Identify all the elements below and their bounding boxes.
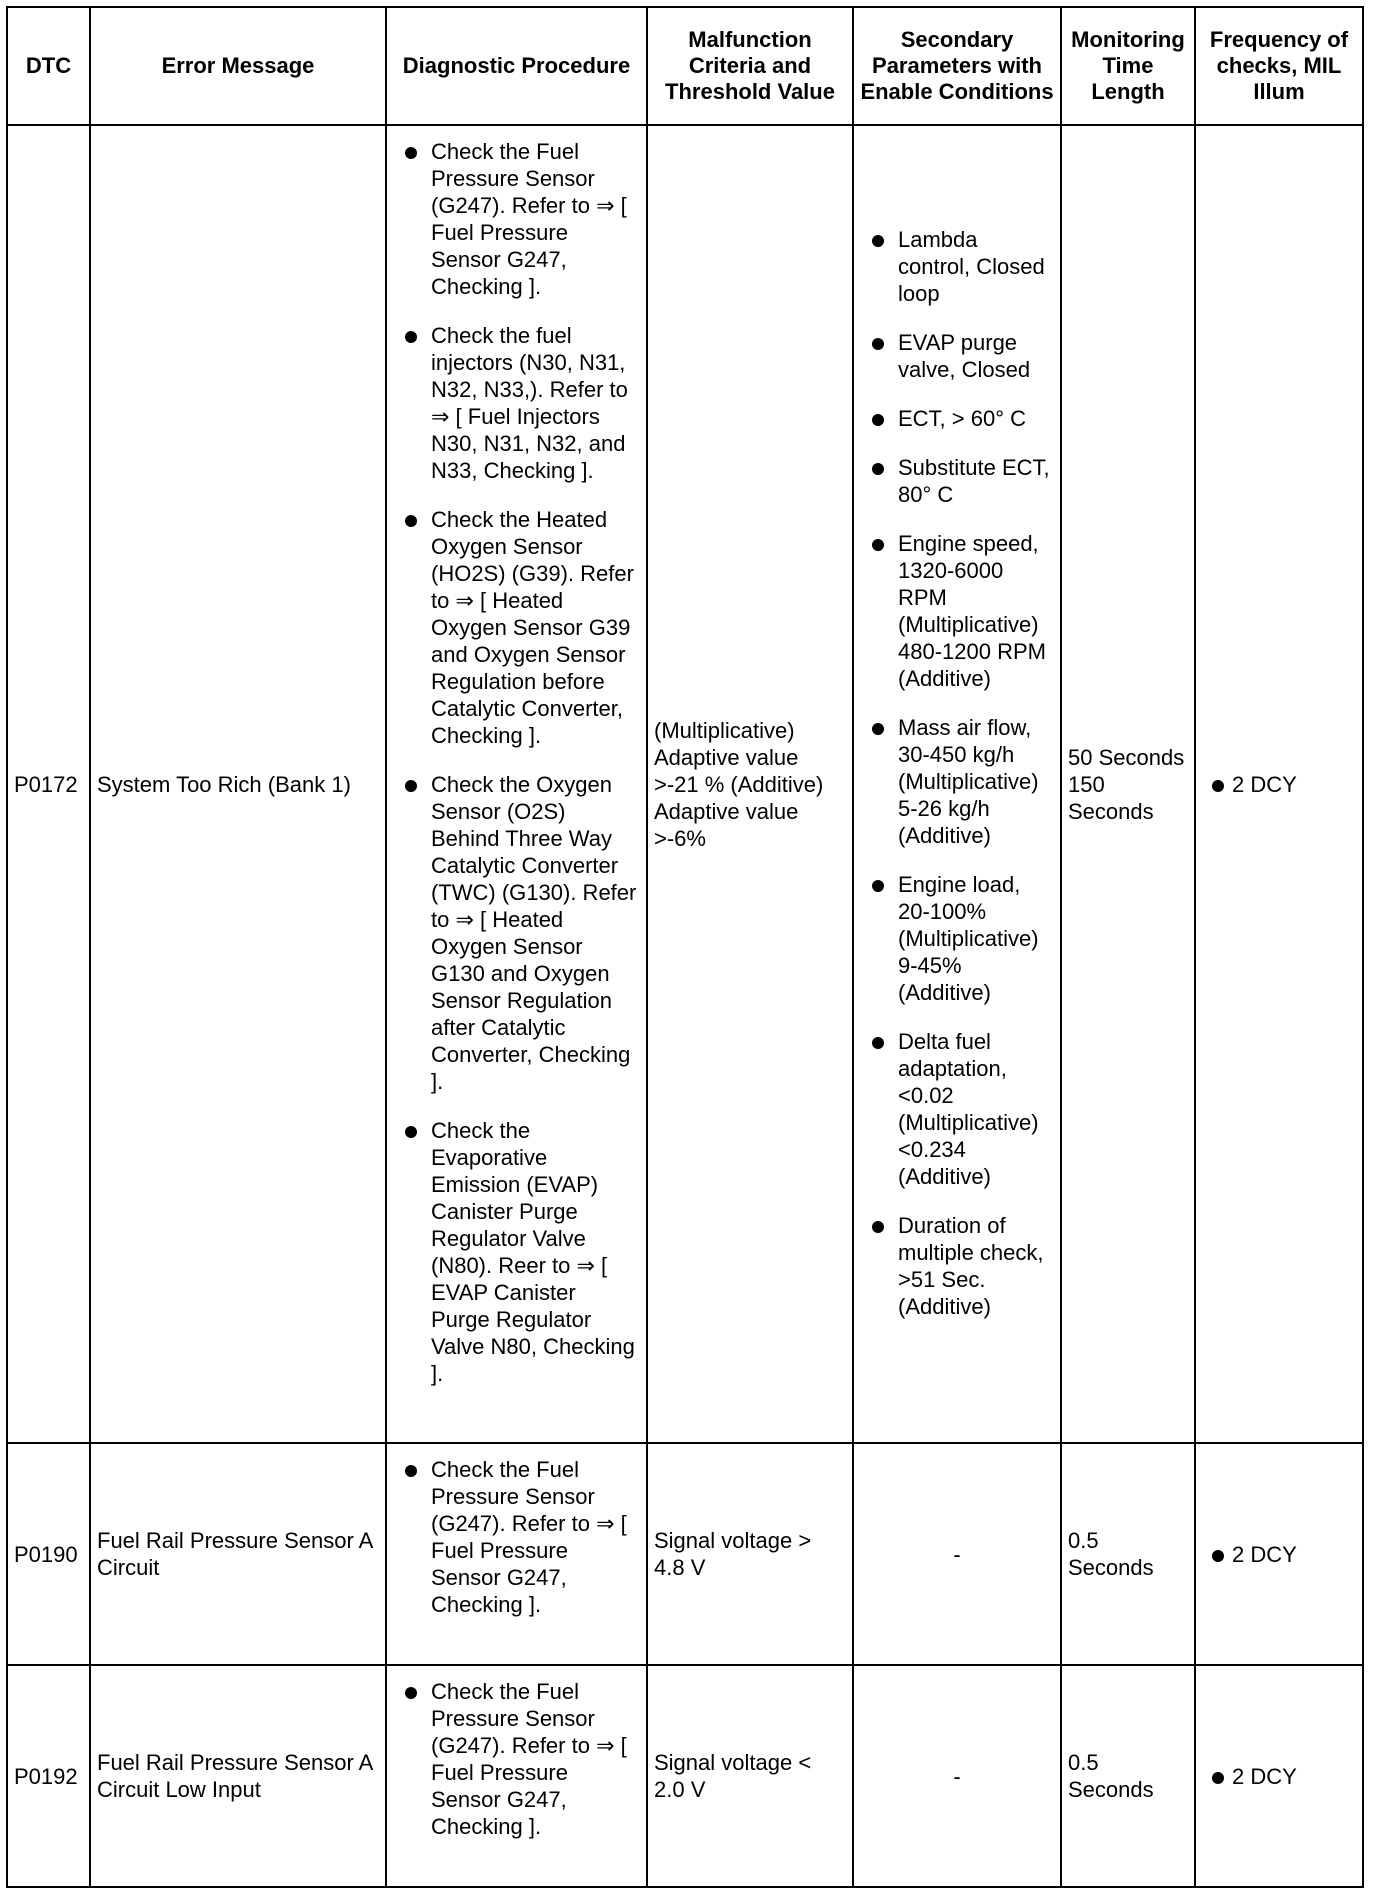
bullet-icon [872, 880, 884, 892]
secondary-item [870, 1212, 1054, 1320]
procedure-item [403, 1117, 640, 1387]
procedure-text: Check the Fuel Pressure Sensor (G247). Refer to ⇒ [ Fuel Pressure Sensor G247, Checking ]. [431, 139, 627, 299]
procedure-item [403, 1456, 640, 1618]
secondary-item [870, 1028, 1054, 1190]
secondary-text: Mass air flow, 30-450 kg/h (Multiplicative) 5-26 kg/h (Additive) [898, 715, 1039, 848]
error-message: Fuel Rail Pressure Sensor A Circuit [90, 1443, 386, 1665]
secondary-text: ECT, > 60° C [898, 406, 1027, 431]
diagnostic-procedure [386, 125, 647, 1443]
header-error-message: Error Message [90, 7, 386, 125]
procedure-item [403, 1678, 640, 1840]
bullet-icon [405, 780, 417, 792]
bullet-icon [872, 1221, 884, 1233]
table-row-p0172 [7, 125, 1363, 1443]
bullet-icon [872, 338, 884, 350]
procedure-item [403, 322, 640, 484]
secondary-item [870, 329, 1054, 383]
header-frequency: Frequency of checks, MIL Illum [1195, 7, 1363, 125]
procedure-text: Check the Evaporative Emission (EVAP) Canister Purge Regulator Valve (N80). Reer to ⇒ [ EVAP Canister Purge Regulator Valve N80, Checking ]. [431, 1118, 635, 1386]
frequency [1195, 1443, 1363, 1665]
diagnostic-procedure [386, 1443, 647, 1665]
dtc-table [6, 6, 1364, 1888]
bullet-icon [405, 1126, 417, 1138]
frequency-text: 2 DCY [1232, 1541, 1297, 1567]
error-message: System Too Rich (Bank 1) [90, 125, 386, 1443]
frequency [1195, 125, 1363, 1443]
malfunction-criteria: Signal voltage < 2.0 V [647, 1665, 853, 1887]
header-diagnostic-procedure: Diagnostic Procedure [386, 7, 647, 125]
procedure-text: Check the Fuel Pressure Sensor (G247). Refer to ⇒ [ Fuel Pressure Sensor G247, Checking ]. [431, 1679, 627, 1839]
bullet-icon [405, 1687, 417, 1699]
bullet-icon [405, 1465, 417, 1477]
header-malfunction-criteria: Malfunction Criteria and Threshold Value [647, 7, 853, 125]
bullet-icon [405, 515, 417, 527]
dtc-code: P0172 [7, 125, 90, 1443]
secondary-text: Engine load, 20-100% (Multiplicative) 9-45% (Additive) [898, 872, 1039, 1005]
secondary-text: Duration of multiple check, >51 Sec. (Additive) [898, 1213, 1044, 1319]
secondary-text: Engine speed, 1320-6000 RPM (Multiplicative) 480-1200 RPM (Additive) [898, 531, 1046, 691]
dtc-code: P0192 [7, 1665, 90, 1887]
bullet-icon [872, 723, 884, 735]
header-secondary-parameters: Secondary Parameters with Enable Conditions [853, 7, 1061, 125]
procedure-text: Check the Oxygen Sensor (O2S) Behind Three Way Catalytic Converter (TWC) (G130). Refer to ⇒ [ Heated Oxygen Sensor G130 and Oxygen Sensor Regulation after Catalytic Converter, Checking ]. [431, 772, 637, 1094]
malfunction-criteria: (Multiplicative) Adaptive value >-21 % (Additive) Adaptive value >-6% [647, 125, 853, 1443]
secondary-parameters: - [853, 1443, 1061, 1665]
header-monitoring-time: Monitoring Time Length [1061, 7, 1195, 125]
bullet-icon [405, 331, 417, 343]
frequency-text: 2 DCY [1232, 1763, 1297, 1789]
secondary-item [870, 871, 1054, 1006]
secondary-item [870, 226, 1054, 307]
frequency-text: 2 DCY [1232, 771, 1297, 797]
monitoring-time: 50 Seconds 150 Seconds [1061, 125, 1195, 1443]
bullet-icon [872, 463, 884, 475]
secondary-text: Lambda control, Closed loop [898, 227, 1045, 306]
procedure-item [403, 138, 640, 300]
malfunction-criteria: Signal voltage > 4.8 V [647, 1443, 853, 1665]
secondary-item [870, 714, 1054, 849]
bullet-icon [1212, 1550, 1224, 1562]
table-header-row [7, 7, 1363, 125]
procedure-item [403, 506, 640, 749]
frequency [1195, 1665, 1363, 1887]
frequency-item [1202, 1763, 1356, 1790]
frequency-item [1202, 1541, 1356, 1568]
secondary-item [870, 530, 1054, 692]
procedure-text: Check the fuel injectors (N30, N31, N32, N33,). Refer to ⇒ [ Fuel Injectors N30, N31, N32, and N33, Checking ]. [431, 323, 628, 483]
dtc-code: P0190 [7, 1443, 90, 1665]
table-row-p0192 [7, 1665, 1363, 1887]
table-row-p0190 [7, 1443, 1363, 1665]
secondary-item [870, 405, 1054, 432]
secondary-text: Substitute ECT, 80° C [898, 455, 1050, 507]
diagnostic-procedure [386, 1665, 647, 1887]
secondary-parameters [853, 125, 1061, 1443]
bullet-icon [1212, 780, 1224, 792]
monitoring-time: 0.5 Seconds [1061, 1665, 1195, 1887]
error-message: Fuel Rail Pressure Sensor A Circuit Low Input [90, 1665, 386, 1887]
bullet-icon [872, 539, 884, 551]
procedure-item [403, 771, 640, 1095]
secondary-parameters: - [853, 1665, 1061, 1887]
secondary-text: EVAP purge valve, Closed [898, 330, 1031, 382]
bullet-icon [872, 1037, 884, 1049]
secondary-item [870, 454, 1054, 508]
frequency-item [1202, 771, 1356, 798]
bullet-icon [405, 147, 417, 159]
procedure-text: Check the Fuel Pressure Sensor (G247). Refer to ⇒ [ Fuel Pressure Sensor G247, Checking ]. [431, 1457, 627, 1617]
monitoring-time: 0.5 Seconds [1061, 1443, 1195, 1665]
secondary-text: Delta fuel adaptation, <0.02 (Multiplicative) <0.234 (Additive) [898, 1029, 1039, 1189]
bullet-icon [872, 235, 884, 247]
procedure-text: Check the Heated Oxygen Sensor (HO2S) (G39). Refer to ⇒ [ Heated Oxygen Sensor G39 and Oxygen Sensor Regulation before Catalytic Converter, Checking ]. [431, 507, 634, 748]
bullet-icon [872, 414, 884, 426]
bullet-icon [1212, 1772, 1224, 1784]
header-dtc: DTC [7, 7, 90, 125]
